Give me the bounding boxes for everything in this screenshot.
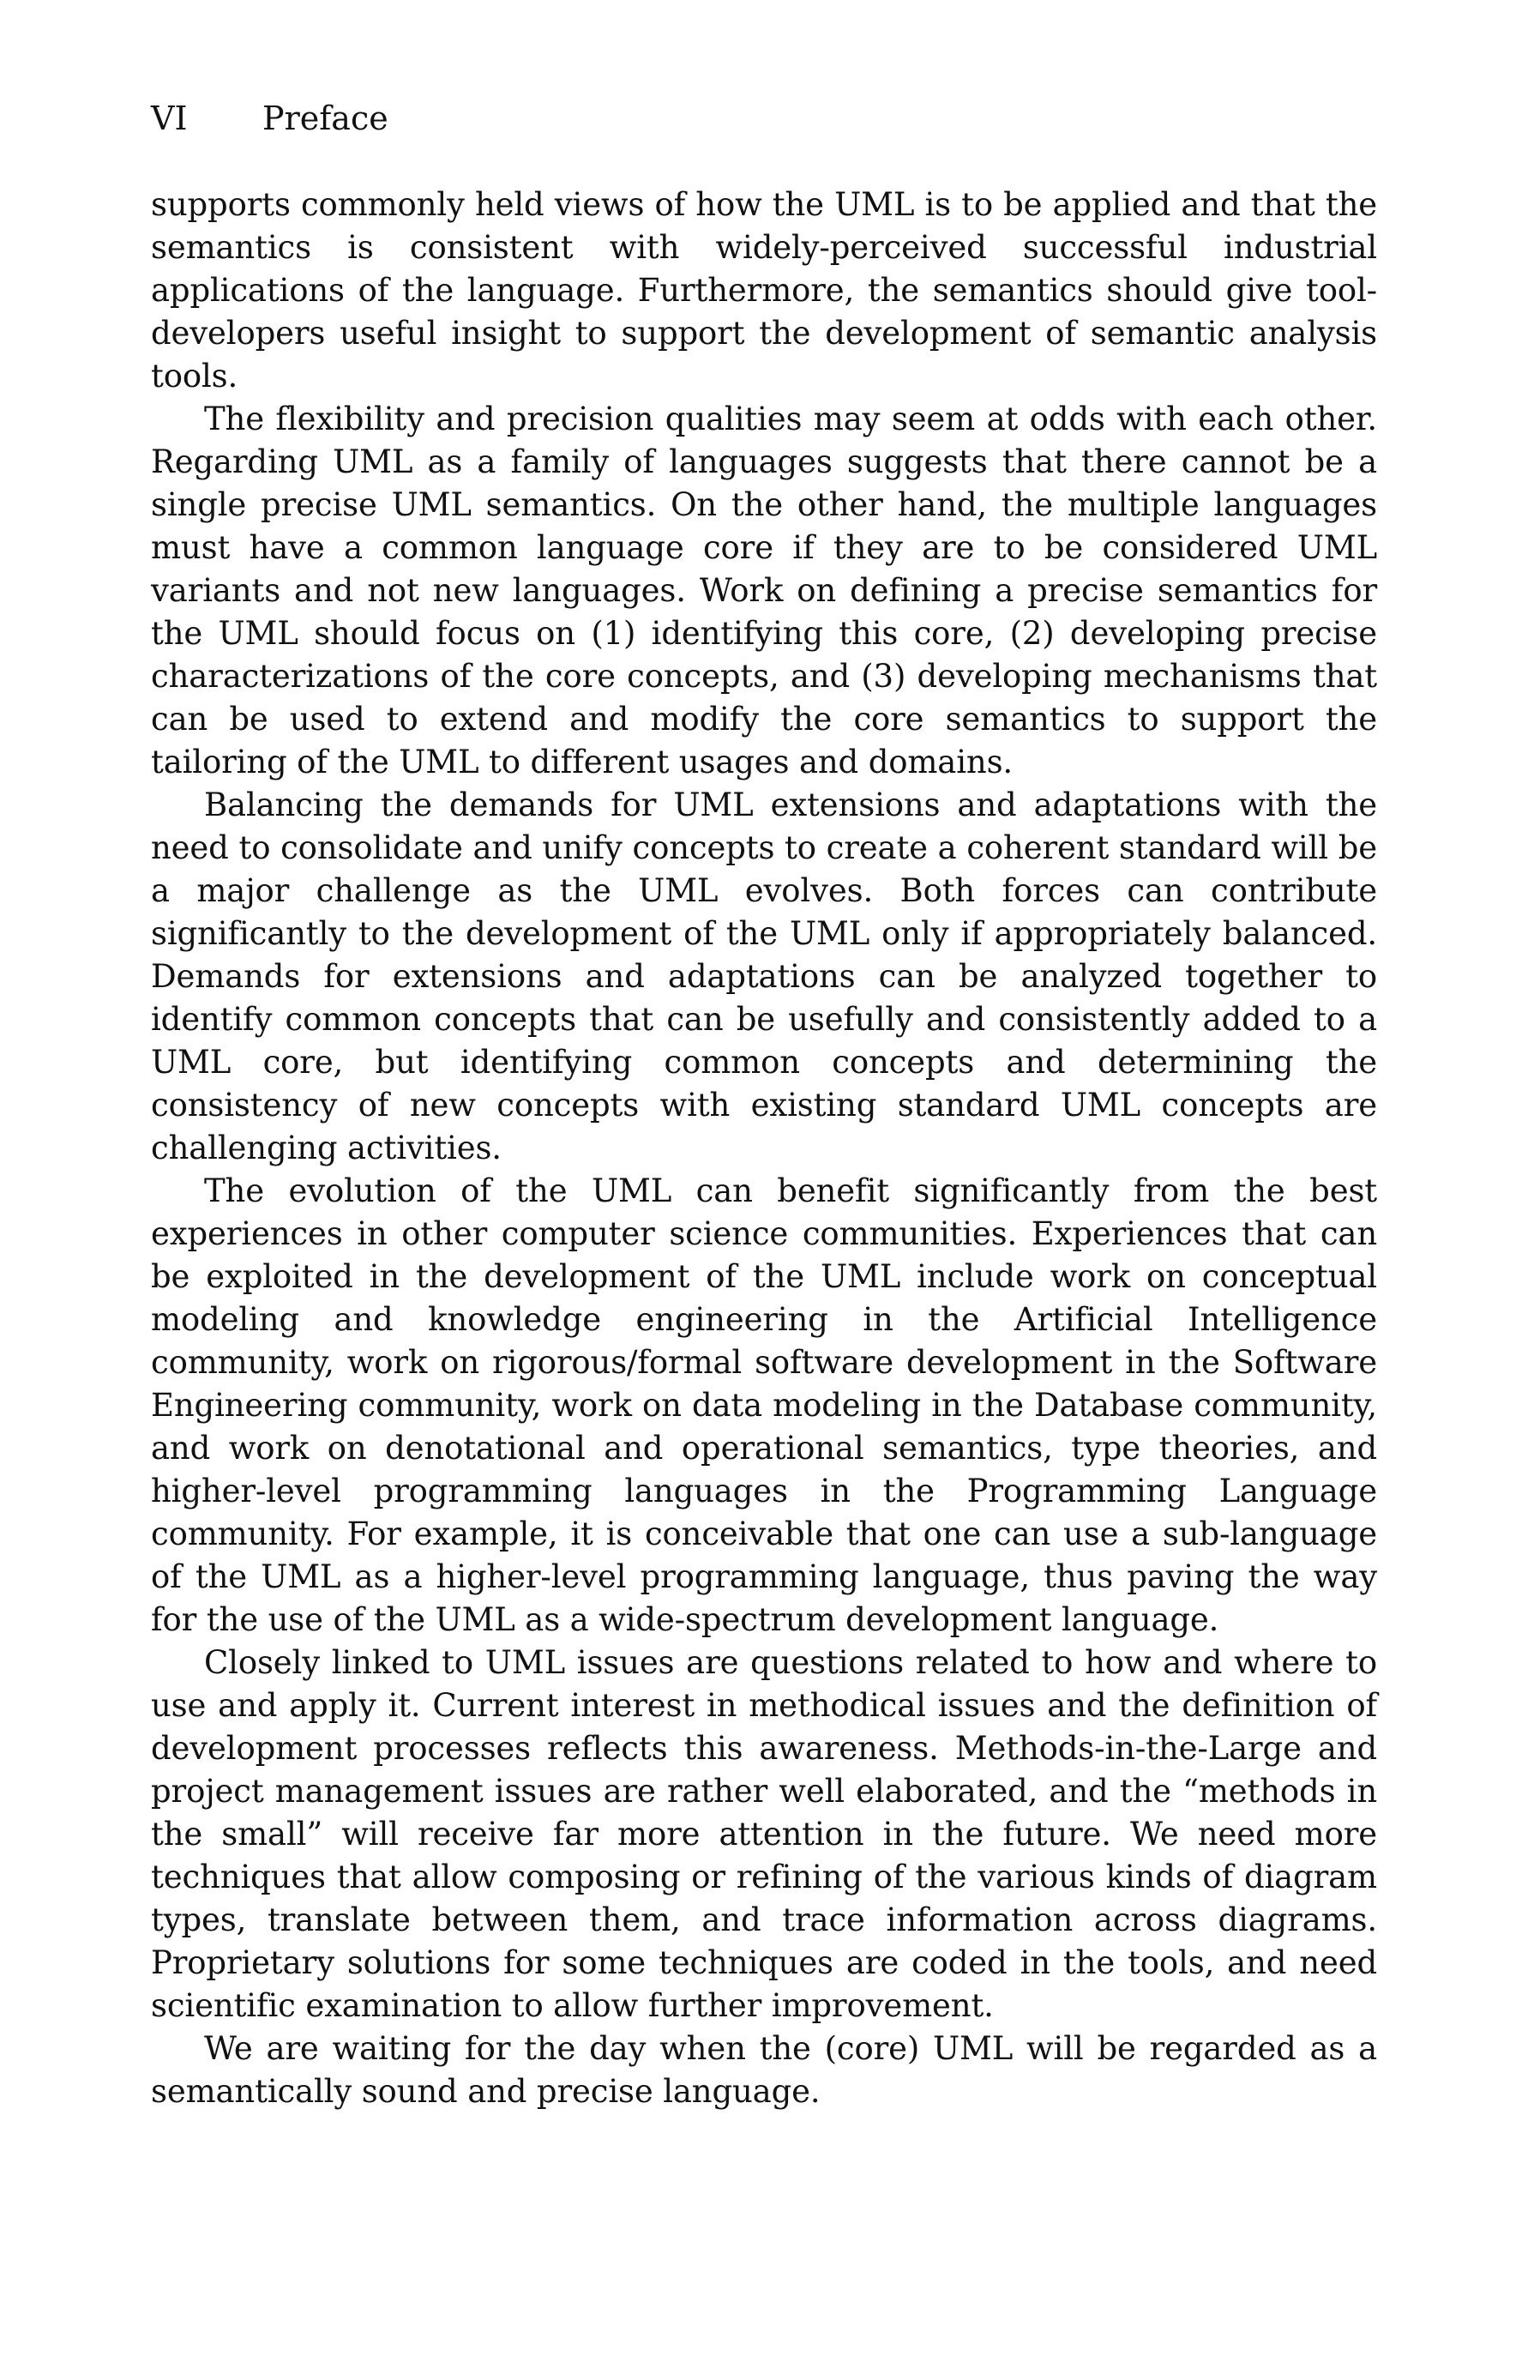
paragraph: The flexibility and precision qualities may seem at odds with each other. Regarding UML as a family of languages suggests that there cannot be a single precise UML semantics. On the other hand, the multiple languages must have a common language core if they are to be considered UML variants and not new languages. Work on defining a precise semantics for the UML should focus on (1) identifying this core, (2) developing precise characterizations of the core concepts, and (3) developing mechanisms that can be used to extend and modify the core semantics to support the tailoring of the UML to different usages and domains. xyxy=(151,401,1377,780)
paragraph: The evolution of the UML can benefit significantly from the best experiences in other computer science communities. Experiences that can be exploited in the development of the UML include work on conceptual modeling and knowledge engineering in the Artificial Intelligence community, work on rigorous/formal software development in the Software Engineering community, work on data modeling in the Database community, and work on denotational and operational semantics, type theories, and higher-level programming languages in the Programming Language community. For example, it is conceivable that one can use a sub-language of the UML as a higher-level programming language, thus paving the way for the use of the UML as a wide-spectrum development language. xyxy=(151,1172,1377,1638)
paragraph: We are waiting for the day when the (core) UML will be regarded as a semantically sound and precise language. xyxy=(151,2030,1377,2110)
paragraph: Balancing the demands for UML extensions and adaptations with the need to consolidate and unify concepts to create a coherent standard will be a major challenge as the UML evolves. Both forces can contribute significantly to the development of the UML only if appropriately balanced. Demands for extensions and adaptations can be analyzed together to identify common concepts that can be usefully and consistently added to a UML core, but identifying common concepts and determining the consistency of new concepts with existing standard UML concepts are challenging activities. xyxy=(151,786,1377,1166)
paragraph: supports commonly held views of how the UML is to be applied and that the semantics is consistent with widely-perceived successful industrial applications of the language. Furthermore, the semantics should give tool-developers useful insight to support the development of semantic analysis tools. xyxy=(151,186,1377,395)
page-number: VI xyxy=(151,99,188,137)
running-head xyxy=(151,93,1377,144)
section-title: Preface xyxy=(262,99,388,137)
paragraph: Closely linked to UML issues are questions related to how and where to use and apply it. Current interest in methodical issues and the definition of development processes reflects this awareness. Methods-in-the-Large and project management issues are rather well elaborated, and the “methods in the small” will receive far more attention in the future. We need more techniques that allow composing or refining of the various kinds of diagram types, translate between them, and trace information across diagrams. Proprietary solutions for some techniques are coded in the tools, and need scientific examination to allow further improvement. xyxy=(151,1644,1377,2024)
body-text xyxy=(151,184,1377,2113)
